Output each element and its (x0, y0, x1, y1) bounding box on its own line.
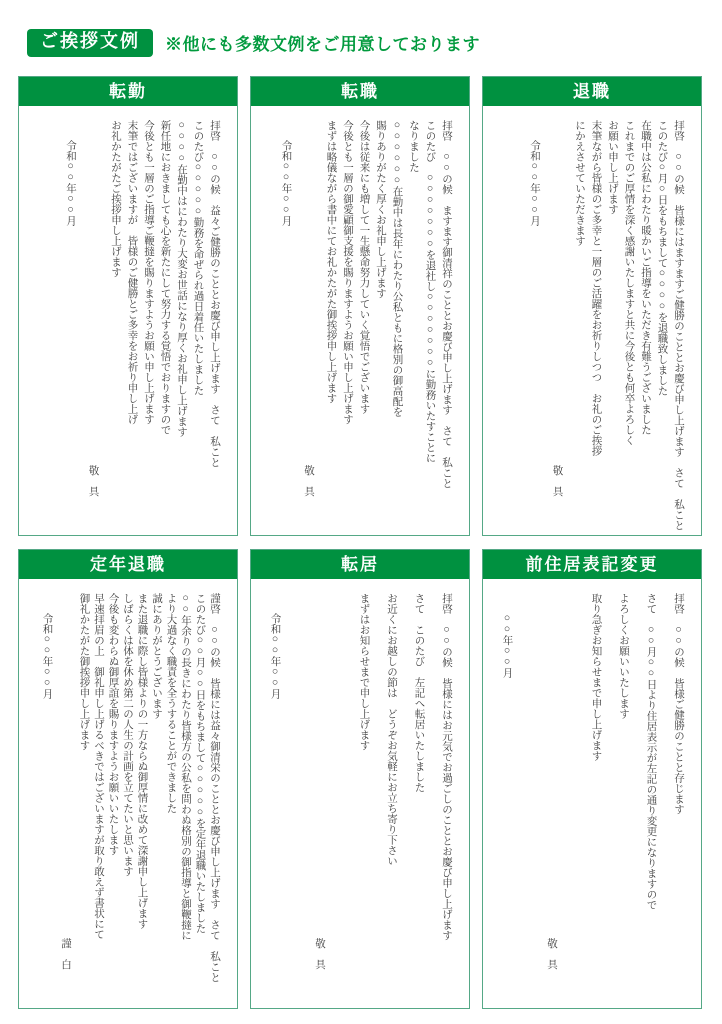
section-badge: ご挨拶文例 (27, 29, 153, 57)
page-header (0, 0, 722, 57)
letter-text-column: 末筆ではございますが 皆様のご健勝とご多幸をお祈り申し上げ (126, 119, 138, 425)
letter-text-column: まずは略儀ながら書中にてお礼かたがた御挨拶申し上げます (325, 119, 337, 404)
letter-text-column: 御礼かたがた御挨拶申し上げます (78, 592, 90, 751)
letter-text-column: よろしくお願いいたします (618, 592, 629, 719)
letter-text-column: 今後とも一層の御愛顧御支援を賜りますようお願い申し上げます (342, 119, 353, 425)
letter-text-column: 敬 具 (551, 465, 563, 497)
letter-text-column: 令和○○年○○月 (280, 139, 292, 226)
card-address-notation-change (482, 549, 702, 1009)
letter-text-column: 謹 白 (60, 938, 71, 970)
letter-text-column: 誠にありがとうございます (151, 592, 162, 719)
letter-text-column: さて ○○月○○日より住居表示が左記の通り変更になりますので (645, 592, 657, 910)
letter-text-column: また退職に際し皆様よりの一方ならぬ御厚情に改めて深謝申し上げます (136, 592, 148, 929)
letter-text-column: 早速拝眉の上 御礼申し上げるべきではございますが取り敢えず書状にて (93, 592, 104, 940)
letter-text-column: このたび ○○○○○○○を退社し○○○○○○○に勤務いたすことに (424, 119, 436, 463)
card-title-retirement: 定年退職 (19, 550, 237, 579)
card-body-moving (251, 579, 469, 1008)
letter-text-column: ○○年余りの長きにわたり皆様方の公私を問わぬ格別の御指導と御鞭撻に (180, 592, 191, 941)
example-cards-grid (0, 57, 722, 1009)
letter-text-column: 今後も変わらぬ御厚誼を賜りますようお願いいたします (107, 592, 119, 856)
letter-text-column: 拝啓 ○○の候 益々ご健勝のこととお慶び申し上げます さて 私こと (209, 119, 220, 468)
letter-text-column: 賜りありがたく厚くお礼申し上げます (375, 119, 386, 299)
card-title-resignation: 退職 (483, 77, 701, 106)
letter-text-column: ○○○○在勤中はにわたり大変お世話になり厚くお礼申し上げます (176, 119, 187, 437)
letter-text-column: お礼かたがたご挨拶申し上げます (110, 119, 121, 278)
letter-text-column: このたび○○○○○勤務を命ぜられ過日着任いたしました (192, 119, 204, 396)
card-body-career-change (251, 106, 469, 535)
letter-text-column: 令和○○年○○月 (269, 612, 281, 699)
letter-text-column: 今後とも一層のご指導ご鞭撻を賜りますようお願い申し上げます (143, 119, 154, 425)
header-note: ※他にも多数文例をご用意しております (165, 35, 480, 55)
card-body-resignation (483, 106, 701, 535)
letter-text-column: このたび○○月○○日をもちまして○○○○○を定年退職いたしました (194, 592, 206, 934)
letter-text-column: 末筆ながら皆様のご多幸と一層のご活躍をお祈りしつつ お礼のご挨拶 (590, 119, 602, 456)
card-body-address-notation-change (483, 579, 701, 1008)
letter-text-column: 拝啓 ○○の候 皆様にはますますご健勝のこととお慶び申し上げます さて 私こと (673, 119, 684, 531)
letter-text-column: 敬 具 (314, 938, 325, 970)
card-title-address-notation-change: 前住居表記変更 (483, 550, 701, 579)
card-title-career-change: 転職 (251, 77, 469, 106)
card-body-job-transfer (19, 106, 237, 535)
letter-text-column: ○○○○○○在勤中は長年にわたり公私ともに格別の御高配を (391, 119, 403, 417)
letter-text-column: 令和○○年○○月 (41, 612, 53, 699)
letter-text-column: お願い申し上げます (607, 119, 618, 215)
letter-text-column: 敬 具 (303, 465, 314, 497)
letter-text-column: しばらくは体を休め第二の人生の計画を立てたいと思います (122, 592, 133, 877)
letter-text-column: 拝啓 ○○の候 皆様にはお元気でお過ごしのこととお慶び申し上げます (441, 592, 452, 941)
card-body-retirement (19, 579, 237, 1008)
letter-text-column: 拝啓 ○○の候 ますます御清祥のこととお慶び申し上げます さて 私こと (441, 119, 452, 489)
card-retirement (18, 549, 238, 1009)
card-resignation (482, 76, 702, 536)
letter-text-column: 令和○○年○○月 (65, 139, 76, 226)
letter-text-column: 新任地におきましても心を新たにして努力する覚悟でおりますので (159, 119, 171, 435)
letter-text-column: なりました (408, 119, 419, 173)
letter-text-column: 謹啓 ○○の候 皆様には益々御清栄のこととお慶び申し上げます さて 私こと (209, 592, 220, 983)
letter-text-column: さて このたび 左記へ転居いたしました (413, 592, 425, 793)
letter-text-column: お近くにお越しの節は どうぞお気軽にお立ち寄り下さい (386, 592, 397, 866)
letter-text-column: にかえさせていただきます (574, 119, 585, 246)
letter-text-column: 敬 具 (546, 938, 557, 970)
letter-text-column: まずはお知らせまで申し上げます (358, 592, 370, 751)
letter-text-column: 取り急ぎお知らせまで申し上げます (590, 592, 602, 761)
card-job-transfer (18, 76, 238, 536)
letter-text-column: より大過なく職責を全うすることができました (165, 592, 177, 814)
letter-text-column: ○○年○○月 (501, 612, 513, 678)
letter-text-column: 敬 具 (87, 465, 99, 497)
letter-text-column: 在職中は公私にわたり暖かいご指導をいただき有難うございました (640, 119, 651, 435)
card-moving (250, 549, 470, 1009)
letter-text-column: 今後は従来にも増して一生懸命努力していく覚悟でございます (358, 119, 370, 414)
letter-text-column: これまでのご厚情を深く感謝いたしますと共に今後とも何卒よろしく (623, 119, 635, 446)
letter-text-column: このたび○月○日をもちまして○○○○を退職致しました (656, 119, 668, 396)
letter-text-column: 令和○○年○○月 (529, 139, 540, 226)
card-title-moving: 転居 (251, 550, 469, 579)
letter-text-column: 拝啓 ○○の候 皆様ご健勝のことと存じます (673, 592, 684, 815)
card-title-job-transfer: 転勤 (19, 77, 237, 106)
card-career-change (250, 76, 470, 536)
